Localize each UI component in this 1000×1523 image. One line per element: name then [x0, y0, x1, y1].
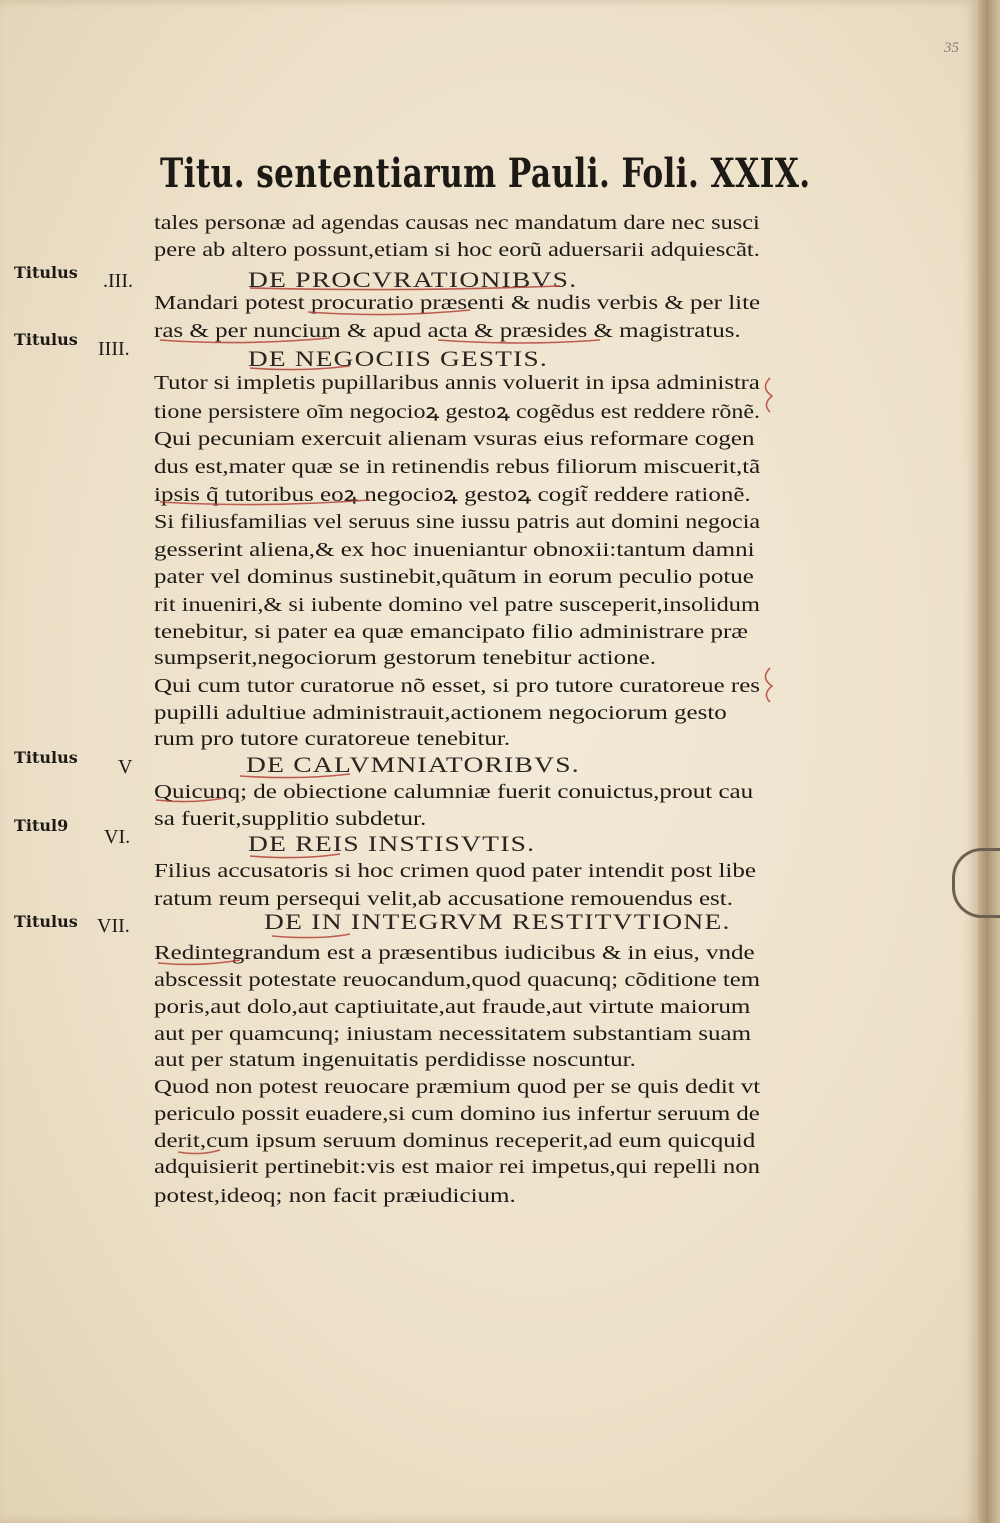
margin-title-number: VII. — [97, 915, 130, 937]
underline-mark — [250, 366, 350, 370]
text-line: Redintegrandum est a præsentibus iudicibus & in eius, vnde — [154, 942, 755, 964]
text-line: sumpserit,negociorum gestorum tenebitur actione. — [154, 647, 656, 669]
underline-mark — [158, 960, 240, 964]
text-line: gesserint aliena,& ex hoc inueniantur obnoxii:tantum damni — [154, 539, 755, 561]
text-line: Quicunq; de obiectione calumniæ fuerit conuictus,prout cau — [154, 781, 754, 803]
text-line: dus est,mater quæ se in retinendis rebus filiorum miscuerit,tã — [154, 456, 761, 478]
text-line: Si filiusfamilias vel seruus sine iussu patris aut domini negocia — [154, 511, 761, 533]
text-line: Quod non potest reuocare præmium quod per se quis dedit vt — [154, 1076, 761, 1098]
text-line: Filius accusatoris si hoc crimen quod pater intendit post libe — [154, 860, 756, 882]
text-line: tenebitur, si pater ea quæ emancipato filio administrare præ — [154, 621, 748, 643]
margin-title-number: IIII. — [98, 338, 130, 360]
text-line: pere ab altero possunt,etiam si hoc eorũ aduersarii adquiescãt. — [154, 239, 760, 261]
underline-mark — [178, 1150, 220, 1154]
margin-title-label: Titul9 — [14, 816, 69, 835]
folio-number: 35 — [944, 40, 959, 56]
text-line: derit,cum ipsum seruum dominus receperit,ad eum quicquid — [154, 1130, 756, 1152]
text-line: adquisierit pertinebit:vis est maior rei impetus,qui repelli non — [154, 1156, 761, 1178]
rubric-de-in-integrum-restitutione: DE IN INTEGRVM RESTITVTIONE. — [264, 909, 731, 934]
margin-title-label: Titulus — [14, 330, 78, 349]
text-line: potest,ideoq; non facit præiudicium. — [154, 1185, 516, 1207]
text-line: pater vel dominus sustinebit,quãtum in eorum peculio potue — [154, 566, 754, 588]
text-line: ipsis q̃ tutoribus eoꝝ negocioꝝ gestoꝝ cogit̃ reddere rationẽ. — [154, 484, 751, 506]
bracket-mark — [765, 668, 772, 702]
text-line: Mandari potest procuratio præsenti & nudis verbis & per lite — [154, 292, 761, 314]
text-line: sa fuerit,supplitio subdetur. — [154, 808, 427, 830]
page-header: Titu. sententiarum Pauli. Foli. XXIX. — [160, 150, 811, 197]
underline-mark — [250, 854, 340, 858]
book-clip — [952, 848, 1000, 918]
underline-mark — [272, 934, 350, 938]
page-edge — [978, 0, 1000, 1523]
underline-mark — [160, 338, 330, 343]
underline-mark — [156, 798, 225, 802]
margin-title-label: Titulus — [14, 912, 78, 931]
text-line: Tutor si impletis pupillaribus annis voluerit in ipsa administra — [154, 372, 760, 394]
underline-mark — [240, 774, 350, 778]
margin-title-label: Titulus — [14, 748, 78, 767]
margin-title-number: VI. — [104, 826, 131, 848]
text-line: tione persistere oĩm negocioꝝ gestoꝝ cogẽdus est reddere rõnẽ. — [154, 401, 761, 423]
margin-title-number: .III. — [103, 270, 133, 292]
text-line: tales personæ ad agendas causas nec mandatum dare nec susci — [154, 212, 760, 234]
text-line: ras & per nuncium & apud acta & præsides & magistratus. — [154, 320, 741, 342]
underline-mark — [308, 310, 470, 315]
text-line: Qui cum tutor curatorue nõ esset, si pro tutore curatoreue res — [154, 675, 760, 697]
underline-mark — [438, 340, 600, 343]
text-line: pupilli adultiue administrauit,actionem negociorum gesto — [154, 702, 727, 724]
rubric-de-reis-instisutis: DE REIS INSTISVTIS. — [248, 831, 536, 856]
rubric-de-calumniatoribus: DE CALVMNIATORIBVS. — [246, 752, 580, 777]
rubric-de-procurationibus: DE PROCVRATIONIBVS. — [248, 267, 578, 292]
rubric-de-negociis-gestis: DE NEGOCIIS GESTIS. — [248, 346, 548, 371]
margin-title-label: Titulus — [14, 263, 78, 282]
bracket-mark — [765, 378, 772, 412]
underline-mark — [160, 500, 370, 505]
underline-mark — [250, 286, 560, 290]
text-line: aut per quamcunq; iniustam necessitatem substantiam suam — [154, 1023, 752, 1045]
text-line: poris,aut dolo,aut captiuitate,aut fraude,aut virtute maiorum — [154, 996, 751, 1018]
text-line: abscessit potestate reuocandum,quod quacunq; cõditione tem — [154, 969, 761, 991]
text-line: ratum reum persequi velit,ab accusatione remouendus est. — [154, 888, 733, 910]
text-line: periculo possit euadere,si cum domino ius infertur seruum de — [154, 1103, 760, 1125]
text-line: rit inueniri,& si iubente domino vel patre susceperit,insolidum — [154, 594, 760, 616]
text-line: Qui pecuniam exercuit alienam vsuras eius reformare cogen — [154, 428, 755, 450]
text-line: rum pro tutore curatoreue tenebitur. — [154, 728, 511, 750]
margin-title-number: V — [118, 756, 133, 778]
text-line: aut per statum ingenuitatis perdidisse noscuntur. — [154, 1049, 636, 1071]
